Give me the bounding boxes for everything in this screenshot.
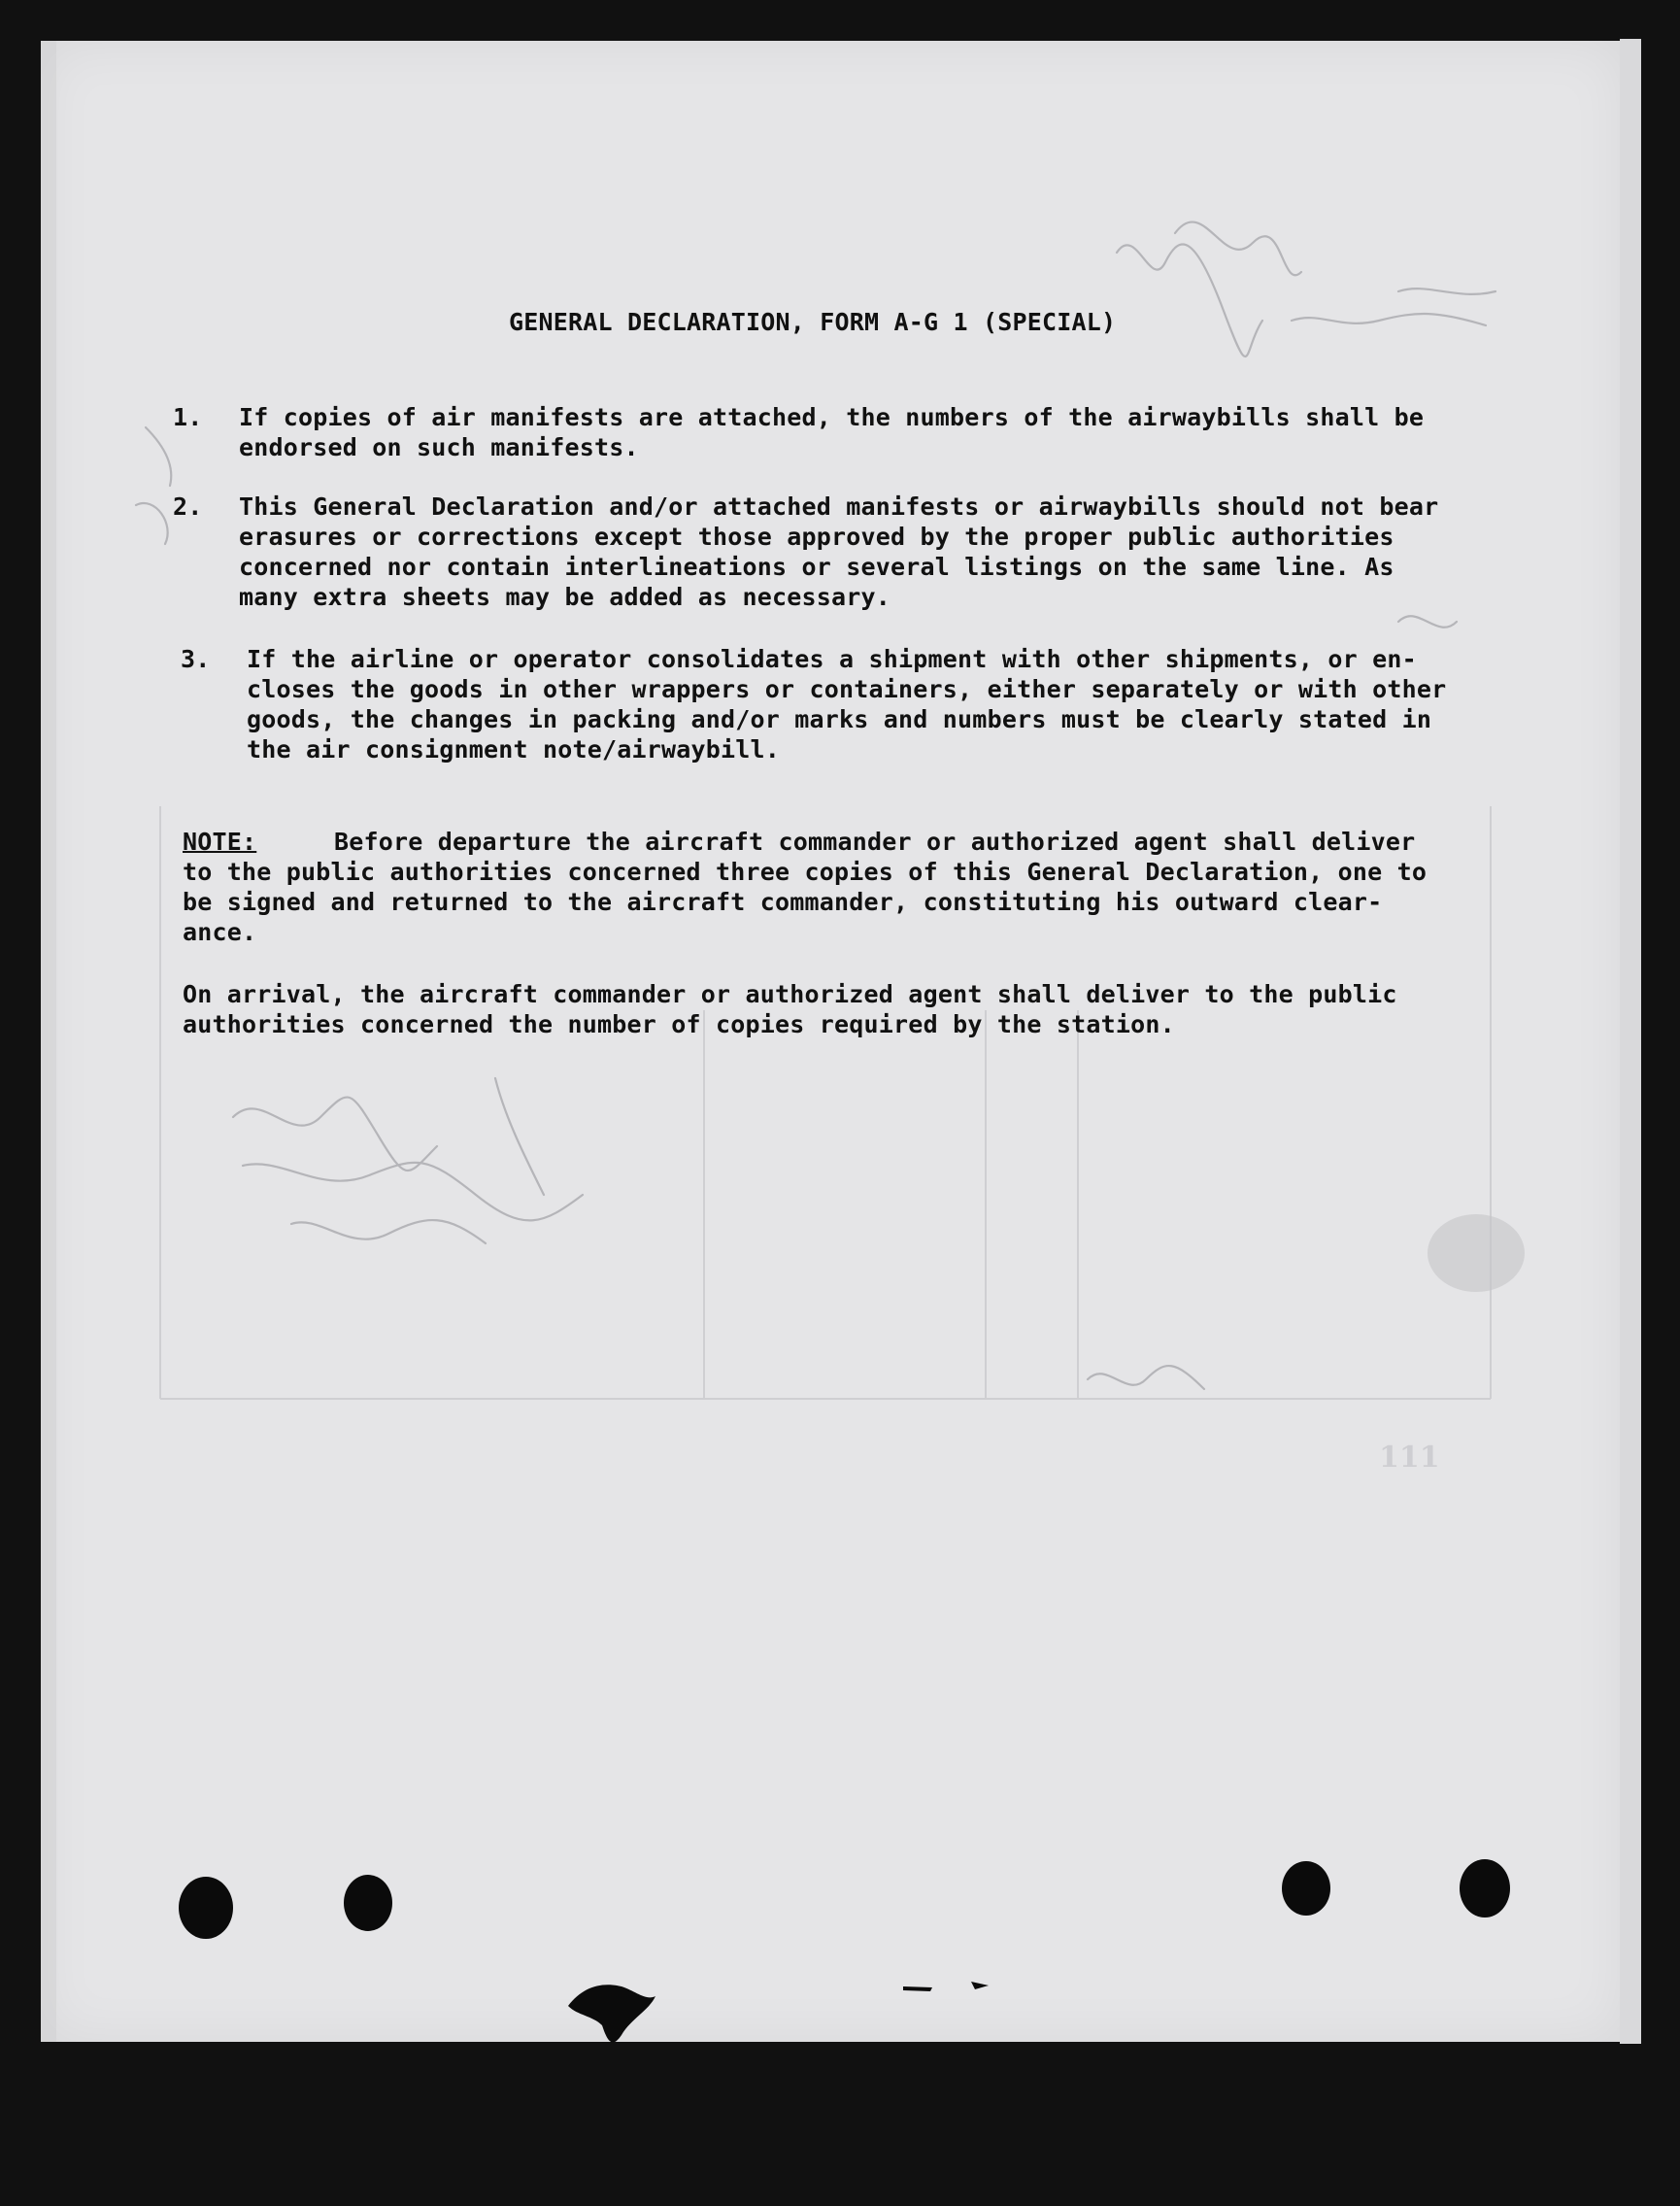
punch-hole: [1460, 1859, 1510, 1918]
note-line: to the public authorities concerned three copies of this General Declaration, one to: [183, 858, 1428, 886]
list-item-number: 3.: [181, 645, 211, 673]
punch-hole: [1282, 1861, 1330, 1916]
note-label: NOTE:: [183, 828, 257, 856]
svg-text:111: 111: [1379, 1441, 1440, 1475]
list-item-number: 1.: [173, 403, 203, 431]
list-item-line: the air consignment note/airwaybill.: [247, 735, 781, 764]
note-line: be signed and returned to the aircraft commander, constituting his outward clear-: [183, 888, 1383, 916]
arrival-line: On arrival, the aircraft commander or authorized agent shall deliver to the public: [183, 980, 1397, 1008]
list-item-line: This General Declaration and/or attached manifests or airwaybills should not bear: [239, 492, 1439, 521]
list-item-line: many extra sheets may be added as necessary.: [239, 583, 891, 611]
page-title: GENERAL DECLARATION, FORM A-G 1 (SPECIAL): [509, 308, 1117, 336]
punch-hole: [344, 1875, 392, 1931]
list-item-line: concerned nor contain interlineations or several listings on the same line. As: [239, 553, 1394, 581]
note-line: Before departure the aircraft commander or authorized agent shall deliver: [334, 828, 1416, 856]
list-item-line: If copies of air manifests are attached, the numbers of the airwaybills shall be: [239, 403, 1425, 431]
list-item-line: goods, the changes in packing and/or marks and numbers must be clearly stated in: [247, 705, 1432, 733]
list-item-number: 2.: [173, 492, 203, 521]
list-item-line: closes the goods in other wrappers or containers, either separately or with other: [247, 675, 1447, 703]
list-item-line: endorsed on such manifests.: [239, 433, 639, 461]
list-item-line: erasures or corrections except those approved by the proper public authorities: [239, 523, 1394, 551]
list-item-line: If the airline or operator consolidates a shipment with other shipments, or en-: [247, 645, 1417, 673]
arrival-line: authorities concerned the number of copies required by the station.: [183, 1010, 1175, 1038]
punch-hole: [179, 1877, 233, 1939]
note-line: ance.: [183, 918, 257, 946]
